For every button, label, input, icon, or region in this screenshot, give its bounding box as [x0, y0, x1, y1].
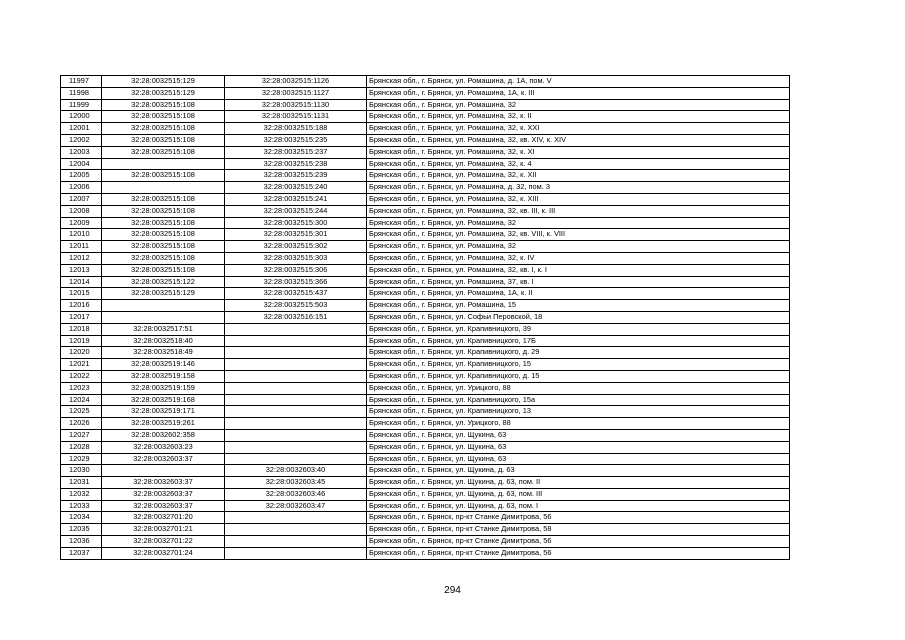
parent-cadastral-number-cell: 32:28:0032603:23: [102, 441, 225, 453]
cadastral-number-cell: 32:28:0032515:503: [225, 300, 367, 312]
address-cell: Брянская обл., г. Брянск, ул. Ромашина, 32, к. IV: [367, 252, 790, 264]
cadastral-number-cell: [225, 547, 367, 559]
address-cell: Брянская обл., г. Брянск, ул. Ромашина, 32, к. XII: [367, 170, 790, 182]
address-cell: Брянская обл., г. Брянск, ул. Софьи Перовской, 18: [367, 311, 790, 323]
parent-cadastral-number-cell: 32:28:0032603:37: [102, 500, 225, 512]
row-number-cell: 12016: [61, 300, 102, 312]
cadastral-number-cell: 32:28:0032515:235: [225, 134, 367, 146]
address-cell: Брянская обл., г. Брянск, ул. Крапивницкого, 13: [367, 406, 790, 418]
address-cell: Брянская обл., г. Брянск, ул. Ромашина, д. 1А, пом. V: [367, 76, 790, 88]
table-row: [61, 512, 790, 524]
address-cell: Брянская обл., г. Брянск, ул. Ромашина, 32, кв. I, к. I: [367, 264, 790, 276]
address-cell: Брянская обл., г. Брянск, ул. Ромашина, 32, кв. VIII, к. VIII: [367, 229, 790, 241]
table-row: [61, 429, 790, 441]
row-number-cell: 12002: [61, 134, 102, 146]
parent-cadastral-number-cell: 32:28:0032603:37: [102, 488, 225, 500]
address-cell: Брянская обл., г. Брянск, ул. Ромашина, 32: [367, 241, 790, 253]
parent-cadastral-number-cell: 32:28:0032515:108: [102, 217, 225, 229]
parent-cadastral-number-cell: [102, 182, 225, 194]
cadastral-number-cell: 32:28:0032515:366: [225, 276, 367, 288]
row-number-cell: 12026: [61, 418, 102, 430]
cadastral-number-cell: 32:28:0032515:240: [225, 182, 367, 194]
cadastral-number-cell: [225, 512, 367, 524]
address-cell: Брянская обл., г. Брянск, ул. Ромашина, 1А, к. II: [367, 288, 790, 300]
cadastral-number-cell: 32:28:0032515:437: [225, 288, 367, 300]
parent-cadastral-number-cell: 32:28:0032701:22: [102, 536, 225, 548]
row-number-cell: 12014: [61, 276, 102, 288]
table-row: [61, 193, 790, 205]
row-number-cell: 12032: [61, 488, 102, 500]
row-number-cell: 12033: [61, 500, 102, 512]
table-row: [61, 170, 790, 182]
cadastral-number-cell: 32:28:0032515:302: [225, 241, 367, 253]
parent-cadastral-number-cell: 32:28:0032602:358: [102, 429, 225, 441]
address-cell: Брянская обл., г. Брянск, ул. Ромашина, 1А, к. III: [367, 87, 790, 99]
table-row: [61, 158, 790, 170]
parent-cadastral-number-cell: [102, 300, 225, 312]
cadastral-number-cell: [225, 429, 367, 441]
row-number-cell: 12008: [61, 205, 102, 217]
table-row: [61, 547, 790, 559]
cadastral-number-cell: [225, 370, 367, 382]
cadastral-number-cell: 32:28:0032516:151: [225, 311, 367, 323]
address-cell: Брянская обл., г. Брянск, ул. Ромашина, 15: [367, 300, 790, 312]
parent-cadastral-number-cell: 32:28:0032515:108: [102, 252, 225, 264]
table-row: [61, 252, 790, 264]
cadastral-number-cell: 32:28:0032515:301: [225, 229, 367, 241]
cadastral-number-cell: 32:28:0032515:300: [225, 217, 367, 229]
table-row: [61, 323, 790, 335]
row-number-cell: 12005: [61, 170, 102, 182]
row-number-cell: 12007: [61, 193, 102, 205]
cadastral-number-cell: [225, 323, 367, 335]
row-number-cell: 12027: [61, 429, 102, 441]
address-cell: Брянская обл., г. Брянск, ул. Щукина, д. 63: [367, 465, 790, 477]
address-cell: Брянская обл., г. Брянск, ул. Крапивницкого, 17Б: [367, 335, 790, 347]
table-row: [61, 524, 790, 536]
page-number: 294: [444, 585, 461, 596]
address-cell: Брянская обл., г. Брянск, ул. Урицкого, 88: [367, 418, 790, 430]
address-cell: Брянская обл., г. Брянск, ул. Ромашина, 32, к. 4: [367, 158, 790, 170]
parent-cadastral-number-cell: 32:28:0032603:37: [102, 477, 225, 489]
table-row: [61, 146, 790, 158]
cadastral-number-cell: 32:28:0032515:1127: [225, 87, 367, 99]
parent-cadastral-number-cell: 32:28:0032515:108: [102, 111, 225, 123]
parent-cadastral-number-cell: [102, 158, 225, 170]
cadastral-number-cell: 32:28:0032515:188: [225, 123, 367, 135]
cadastral-number-cell: 32:28:0032603:47: [225, 500, 367, 512]
table-row: [61, 488, 790, 500]
address-cell: Брянская обл., г. Брянск, ул. Ромашина, 32: [367, 99, 790, 111]
parent-cadastral-number-cell: 32:28:0032519:146: [102, 359, 225, 371]
row-number-cell: 12025: [61, 406, 102, 418]
cadastral-number-cell: [225, 382, 367, 394]
table-row: [61, 465, 790, 477]
table-row: [61, 311, 790, 323]
row-number-cell: 12003: [61, 146, 102, 158]
table-row: [61, 99, 790, 111]
table-row: [61, 370, 790, 382]
address-cell: Брянская обл., г. Брянск, ул. Щукина, д. 63, пом. I: [367, 500, 790, 512]
table-row: [61, 453, 790, 465]
parent-cadastral-number-cell: 32:28:0032515:108: [102, 134, 225, 146]
parent-cadastral-number-cell: 32:28:0032518:40: [102, 335, 225, 347]
row-number-cell: 12004: [61, 158, 102, 170]
row-number-cell: 11999: [61, 99, 102, 111]
cadastral-number-cell: 32:28:0032515:1130: [225, 99, 367, 111]
row-number-cell: 12011: [61, 241, 102, 253]
table-row: [61, 276, 790, 288]
parent-cadastral-number-cell: 32:28:0032515:108: [102, 123, 225, 135]
table-row: [61, 182, 790, 194]
parent-cadastral-number-cell: 32:28:0032515:129: [102, 76, 225, 88]
address-cell: Брянская обл., г. Брянск, ул. Ромашина, 32, кв. XIV, к. XIV: [367, 134, 790, 146]
row-number-cell: 12022: [61, 370, 102, 382]
table-row: [61, 229, 790, 241]
cadastral-number-cell: 32:28:0032515:241: [225, 193, 367, 205]
table-row: [61, 300, 790, 312]
cadastral-number-cell: 32:28:0032515:238: [225, 158, 367, 170]
row-number-cell: 12013: [61, 264, 102, 276]
parent-cadastral-number-cell: 32:28:0032518:49: [102, 347, 225, 359]
cadastral-number-cell: 32:28:0032515:303: [225, 252, 367, 264]
cadastral-number-cell: [225, 394, 367, 406]
parent-cadastral-number-cell: 32:28:0032519:171: [102, 406, 225, 418]
table-row: [61, 111, 790, 123]
parent-cadastral-number-cell: 32:28:0032701:20: [102, 512, 225, 524]
parent-cadastral-number-cell: 32:28:0032519:159: [102, 382, 225, 394]
table-row: [61, 205, 790, 217]
address-cell: Брянская обл., г. Брянск, ул. Ромашина, д. 32, пом. 3: [367, 182, 790, 194]
address-cell: Брянская обл., г. Брянск, ул. Крапивницкого, 39: [367, 323, 790, 335]
parent-cadastral-number-cell: 32:28:0032701:21: [102, 524, 225, 536]
cadastral-number-cell: [225, 441, 367, 453]
row-number-cell: 12020: [61, 347, 102, 359]
cadastral-number-cell: 32:28:0032603:45: [225, 477, 367, 489]
address-cell: Брянская обл., г. Брянск, ул. Крапивницкого, 15а: [367, 394, 790, 406]
cadastral-number-cell: [225, 524, 367, 536]
row-number-cell: 12015: [61, 288, 102, 300]
row-number-cell: 12036: [61, 536, 102, 548]
address-cell: Брянская обл., г. Брянск, пр-кт Станке Димитрова, 58: [367, 524, 790, 536]
table-row: [61, 406, 790, 418]
table-row: [61, 241, 790, 253]
row-number-cell: 12030: [61, 465, 102, 477]
row-number-cell: 11997: [61, 76, 102, 88]
parent-cadastral-number-cell: 32:28:0032515:108: [102, 229, 225, 241]
address-cell: Брянская обл., г. Брянск, пр-кт Станке Димитрова, 56: [367, 536, 790, 548]
address-cell: Брянская обл., г. Брянск, ул. Крапивницкого, д. 29: [367, 347, 790, 359]
cadastral-number-cell: 32:28:0032603:46: [225, 488, 367, 500]
cadastral-number-cell: 32:28:0032515:244: [225, 205, 367, 217]
table-row: [61, 477, 790, 489]
parent-cadastral-number-cell: 32:28:0032515:108: [102, 146, 225, 158]
cadastral-number-cell: 32:28:0032515:306: [225, 264, 367, 276]
cadastral-number-cell: [225, 453, 367, 465]
row-number-cell: 12037: [61, 547, 102, 559]
address-cell: Брянская обл., г. Брянск, ул. Ромашина, 32, к. XI: [367, 146, 790, 158]
row-number-cell: 12031: [61, 477, 102, 489]
parent-cadastral-number-cell: 32:28:0032515:108: [102, 264, 225, 276]
cadastral-number-cell: [225, 347, 367, 359]
cadastral-registry-table: [60, 75, 790, 560]
cadastral-number-cell: [225, 536, 367, 548]
table-row: [61, 500, 790, 512]
cadastral-number-cell: 32:28:0032515:1131: [225, 111, 367, 123]
row-number-cell: 12017: [61, 311, 102, 323]
parent-cadastral-number-cell: 32:28:0032515:108: [102, 193, 225, 205]
address-cell: Брянская обл., г. Брянск, ул. Щукина, 63: [367, 453, 790, 465]
cadastral-number-cell: [225, 406, 367, 418]
parent-cadastral-number-cell: [102, 465, 225, 477]
cadastral-number-cell: [225, 418, 367, 430]
row-number-cell: 12029: [61, 453, 102, 465]
table-row: [61, 264, 790, 276]
table-row: [61, 217, 790, 229]
cadastral-number-cell: 32:28:0032515:1126: [225, 76, 367, 88]
parent-cadastral-number-cell: 32:28:0032515:108: [102, 170, 225, 182]
table-row: [61, 335, 790, 347]
parent-cadastral-number-cell: 32:28:0032515:129: [102, 87, 225, 99]
row-number-cell: 12001: [61, 123, 102, 135]
table-row: [61, 134, 790, 146]
parent-cadastral-number-cell: 32:28:0032701:24: [102, 547, 225, 559]
table-row: [61, 288, 790, 300]
address-cell: Брянская обл., г. Брянск, ул. Щукина, 63: [367, 429, 790, 441]
row-number-cell: 12018: [61, 323, 102, 335]
address-cell: Брянская обл., г. Брянск, ул. Крапивницкого, д. 15: [367, 370, 790, 382]
row-number-cell: 12034: [61, 512, 102, 524]
table-row: [61, 87, 790, 99]
row-number-cell: 12035: [61, 524, 102, 536]
parent-cadastral-number-cell: 32:28:0032517:51: [102, 323, 225, 335]
row-number-cell: 12000: [61, 111, 102, 123]
cadastral-number-cell: 32:28:0032515:237: [225, 146, 367, 158]
address-cell: Брянская обл., г. Брянск, пр-кт Станке Димитрова, 56: [367, 547, 790, 559]
parent-cadastral-number-cell: 32:28:0032515:108: [102, 241, 225, 253]
row-number-cell: 12024: [61, 394, 102, 406]
table-row: [61, 123, 790, 135]
address-cell: Брянская обл., г. Брянск, ул. Ромашина, 32, к. XXI: [367, 123, 790, 135]
row-number-cell: 12012: [61, 252, 102, 264]
address-cell: Брянская обл., г. Брянск, ул. Щукина, 63: [367, 441, 790, 453]
table-row: [61, 347, 790, 359]
parent-cadastral-number-cell: 32:28:0032519:168: [102, 394, 225, 406]
row-number-cell: 11998: [61, 87, 102, 99]
row-number-cell: 12006: [61, 182, 102, 194]
row-number-cell: 12009: [61, 217, 102, 229]
cadastral-number-cell: [225, 335, 367, 347]
row-number-cell: 12019: [61, 335, 102, 347]
address-cell: Брянская обл., г. Брянск, ул. Щукина, д. 63, пом. II: [367, 477, 790, 489]
parent-cadastral-number-cell: 32:28:0032515:108: [102, 205, 225, 217]
table-row: [61, 394, 790, 406]
row-number-cell: 12021: [61, 359, 102, 371]
address-cell: Брянская обл., г. Брянск, ул. Ромашина, 32: [367, 217, 790, 229]
table-row: [61, 359, 790, 371]
address-cell: Брянская обл., г. Брянск, ул. Урицкого, 88: [367, 382, 790, 394]
address-cell: Брянская обл., г. Брянск, ул. Крапивницкого, 15: [367, 359, 790, 371]
parent-cadastral-number-cell: 32:28:0032515:122: [102, 276, 225, 288]
parent-cadastral-number-cell: 32:28:0032515:108: [102, 99, 225, 111]
row-number-cell: 12028: [61, 441, 102, 453]
address-cell: Брянская обл., г. Брянск, пр-кт Станке Димитрова, 56: [367, 512, 790, 524]
cadastral-number-cell: 32:28:0032603:40: [225, 465, 367, 477]
address-cell: Брянская обл., г. Брянск, ул. Щукина, д. 63, пом. III: [367, 488, 790, 500]
cadastral-number-cell: 32:28:0032515:239: [225, 170, 367, 182]
address-cell: Брянская обл., г. Брянск, ул. Ромашина, 32, к. XIII: [367, 193, 790, 205]
parent-cadastral-number-cell: 32:28:0032519:261: [102, 418, 225, 430]
registry-table-body: [61, 76, 790, 560]
table-row: [61, 441, 790, 453]
table-row: [61, 76, 790, 88]
parent-cadastral-number-cell: 32:28:0032519:158: [102, 370, 225, 382]
table-row: [61, 418, 790, 430]
parent-cadastral-number-cell: 32:28:0032603:37: [102, 453, 225, 465]
row-number-cell: 12023: [61, 382, 102, 394]
table-row: [61, 382, 790, 394]
cadastral-number-cell: [225, 359, 367, 371]
parent-cadastral-number-cell: [102, 311, 225, 323]
table-row: [61, 536, 790, 548]
address-cell: Брянская обл., г. Брянск, ул. Ромашина, 32, кв. III, к. III: [367, 205, 790, 217]
row-number-cell: 12010: [61, 229, 102, 241]
address-cell: Брянская обл., г. Брянск, ул. Ромашина, 32, к. II: [367, 111, 790, 123]
parent-cadastral-number-cell: 32:28:0032515:129: [102, 288, 225, 300]
address-cell: Брянская обл., г. Брянск, ул. Ромашина, 37, кв. I: [367, 276, 790, 288]
